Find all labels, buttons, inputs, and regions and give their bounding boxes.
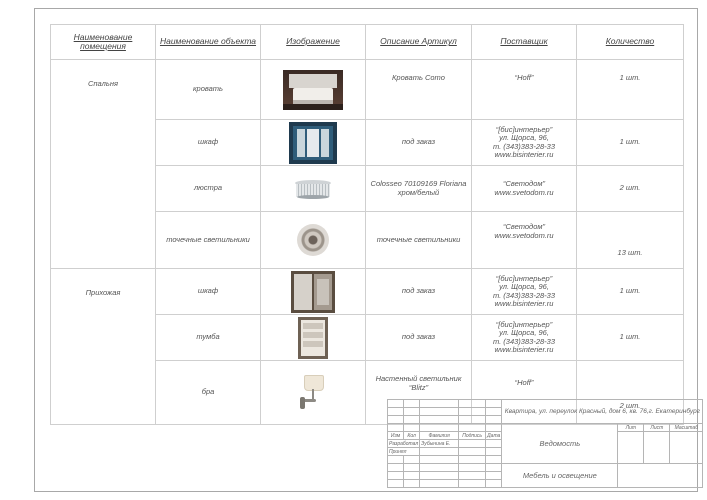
label-familiya: Фамилия — [420, 432, 459, 440]
supplier-cell — [472, 60, 577, 120]
image-cell — [261, 269, 366, 315]
supplier-line: “Hoff” — [514, 73, 534, 82]
object-cell: точечные светильники — [156, 212, 261, 269]
image-cell — [261, 166, 366, 212]
object-cell: тумба — [156, 315, 261, 361]
label-list: Лист — [644, 424, 670, 432]
quantity-cell: 1 шт. — [577, 60, 684, 120]
bed-photo — [283, 70, 343, 110]
wardrobe-photo — [289, 122, 337, 164]
image-cell — [261, 315, 366, 361]
supplier-line: “[бис]интерьер” — [495, 319, 553, 329]
supplier-line: “Светодом” — [502, 222, 546, 231]
developer-name: Зубынина Е. — [420, 440, 459, 448]
supplier-line: “[бис]интерьер” — [495, 124, 553, 134]
supplier-line: “Светодом” — [502, 179, 546, 188]
sheet-title: Мебель и освещение — [502, 464, 618, 488]
supplier-line: т. (343)383-28-33 — [492, 336, 556, 346]
header-quantity: Количество — [577, 25, 684, 60]
image-cell — [261, 361, 366, 425]
table-header-row — [51, 25, 684, 60]
supplier-cell — [472, 212, 577, 269]
supplier-line: “Hoff” — [514, 378, 534, 387]
description-cell: Настенный светильник “Blitz” — [366, 361, 472, 425]
supplier-line: www.svetodom.ru — [494, 230, 554, 240]
supplier-line: www.bisinterier.ru — [494, 150, 554, 159]
quantity-cell: 13 шт. — [577, 212, 684, 269]
label-razrabotal: Разработал — [389, 440, 419, 447]
supplier-line: “[бис]интерьер” — [495, 273, 553, 283]
label-masshtab: Масштаб — [670, 424, 703, 432]
specification-table — [50, 24, 684, 425]
cabinet-photo — [298, 317, 328, 359]
table-row — [51, 269, 684, 315]
label-podpis: Подпись — [459, 432, 486, 440]
quantity-cell: 2 шт. — [577, 361, 684, 425]
supplier-line: www.bisinterier.ru — [494, 299, 554, 308]
document-title: Ведомость — [502, 424, 618, 464]
description-cell: Кровать Como — [366, 60, 472, 120]
header-supplier: Поставщик — [472, 25, 577, 60]
supplier-cell — [472, 269, 577, 315]
supplier-cell — [472, 315, 577, 361]
header-description: Описание Артикул — [366, 25, 472, 60]
room-cell-bedroom: Спальня — [51, 60, 156, 269]
label-data: Дата — [487, 432, 501, 439]
description-cell: под заказ — [366, 269, 472, 315]
supplier-line: ул. Щорса, 96, — [499, 133, 549, 142]
image-cell — [261, 120, 366, 166]
project-address: Квартира, ул. переулок Красный, дом 6, кв. 76,г. Екатеринбург — [502, 400, 703, 424]
chandelier-photo — [293, 177, 333, 201]
object-cell: шкаф — [156, 120, 261, 166]
room-cell-hallway: Прихожая — [51, 269, 156, 425]
supplier-line: ул. Щорса, 96, — [499, 282, 549, 291]
object-cell: шкаф — [156, 269, 261, 315]
description-cell: точечные светильники — [366, 212, 472, 269]
title-block — [387, 399, 703, 488]
quantity-cell: 1 шт. — [577, 269, 684, 315]
hallway-wardrobe-photo — [291, 271, 335, 313]
header-room: Наименование помещения — [51, 25, 156, 60]
object-cell: люстра — [156, 166, 261, 212]
description-cell: под заказ — [366, 120, 472, 166]
sconce-photo — [296, 373, 330, 413]
spotlight-photo — [297, 224, 329, 256]
header-object: Наименование объекта — [156, 25, 261, 60]
object-cell: бра — [156, 361, 261, 425]
image-cell — [261, 212, 366, 269]
supplier-line: www.bisinterier.ru — [494, 345, 554, 354]
supplier-cell — [472, 166, 577, 212]
label-izm: Изм — [388, 432, 404, 440]
label-lit: Лит — [618, 424, 644, 432]
quantity-cell: 1 шт. — [577, 315, 684, 361]
label-kol: Кол — [404, 432, 420, 440]
supplier-line: ул. Щорса, 96, — [499, 328, 549, 337]
supplier-line: т. (343)383-28-33 — [492, 290, 556, 300]
image-cell — [261, 60, 366, 120]
supplier-line: www.svetodom.ru — [494, 187, 554, 197]
table-row — [51, 60, 684, 120]
header-image: Изображение — [261, 25, 366, 60]
description-cell: под заказ — [366, 315, 472, 361]
quantity-cell: 1 шт. — [577, 120, 684, 166]
quantity-cell: 2 шт. — [577, 166, 684, 212]
supplier-cell — [472, 120, 577, 166]
supplier-line: т. (343)383-28-33 — [492, 141, 556, 151]
description-cell: Colosseo 70109169 Floriana хром/белый — [366, 166, 472, 212]
object-cell: кровать — [156, 60, 261, 120]
label-prinyal: Принял — [388, 448, 420, 456]
